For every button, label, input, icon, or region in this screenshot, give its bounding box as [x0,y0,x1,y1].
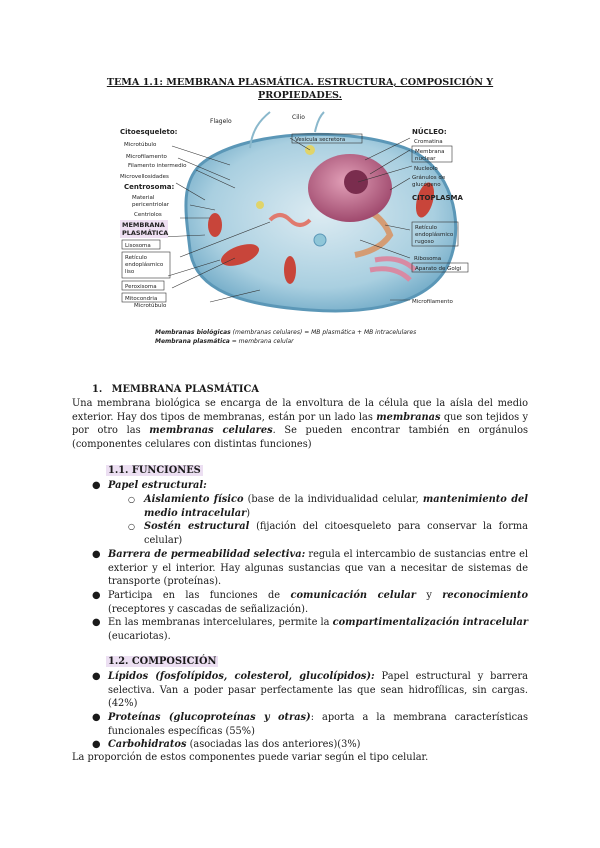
term-membranas-celulares: membranas celulares [149,425,273,437]
list-item: ○ Aislamiento físico (base de la individualidad celular, mantenimiento del medio intracelular) [128,494,528,519]
label-microfilamento: Microfilamento [126,154,167,160]
list-item: ● Participa en las funciones de comunicación celular y reconocimiento (receptores y cascadas de señalización). [92,590,528,615]
list-item: ● Barrera de permeabilidad selectiva: regula el intercambio de sustancias entre el exterior y el interior. Hay algunas sustancias que van a necesitar de sistemas de transporte (proteínas). [92,549,528,588]
list-item: ● Carbohidratos (asociadas las dos anteriores)(3%) [92,739,361,750]
label-filamento-intermedio: Filamento intermedio [128,163,187,169]
label-membrana-1: MEMBRANA [122,221,165,229]
label-reticulo-rugoso-2: endoplásmico [415,232,454,238]
label-material-1: Material [132,195,155,201]
label-microfilamento-bottom: Microfilamento [412,299,453,305]
label-reticulo-liso-2: endoplásmico [125,262,164,268]
section-1-heading [92,384,259,395]
functions-heading: 1.1. FUNCIONES [108,465,201,476]
label-granulos-2: glucógeno [412,182,441,188]
label-reticulo-liso-1: Retículo [125,255,148,261]
label-microvellosidades: Microvellosidades [120,174,169,180]
label-nucleo: NÚCLEO: [412,128,447,136]
label-reticulo-liso-3: liso [125,269,135,275]
page-title: TEMA 1.1: MEMBRANA PLASMÁTICA. ESTRUCTURA, COMPOSICIÓN Y PROPIEDADES. [106,77,494,101]
label-cilio: Cilio [292,114,305,121]
label-lisosoma: Lisosoma [125,243,151,249]
list-item: ● Papel estructural: [92,480,207,491]
label-centriolos: Centriolos [134,212,162,218]
list-item: ● En las membranas intercelulares, permite la compartimentalización intracelular (eucariotas). [92,617,528,642]
section-1-number: 1. [92,384,103,395]
caption-1-rest: (membranas celulares) = MB plasmática + MB intracelulares [230,329,417,336]
list-item: ● Proteínas (glucoproteínas y otras): aporta a la membrana características funcionales específicas (55%) [92,712,528,737]
label-reticulo-rugoso-3: rugoso [415,239,434,245]
label-flagelo: Flagelo [210,118,232,125]
label-membrana-2: PLASMÁTICA [122,229,169,237]
label-mitocondria: Mitocondria [125,296,158,302]
label-membrana-nuclear-1: Membrana [415,149,445,155]
label-material-2: pericentriolar [132,202,170,208]
cell-diagram [120,110,500,350]
section-1-title: MEMBRANA PLASMÁTICA [111,384,259,395]
label-peroxisoma: Peroxisoma [125,284,157,290]
caption-2-bold: Membrana plasmática [155,338,230,345]
label-reticulo-rugoso-1: Retículo [415,225,438,231]
list-item: ○ Sostén estructural (fijación del citoesqueleto para conservar la forma celular) [128,521,529,546]
label-membrana-nuclear-2: nuclear [415,156,436,162]
label-nucleolo: Nucleolo [414,166,438,172]
label-granulos-1: Gránulos de [412,175,446,181]
svg-text:Membrana plasmática = membrana [155,338,294,345]
label-citoplasma: CITOPLASMA [412,194,463,202]
section-1-paragraph: Una membrana biológica se encarga de la envoltura de la célula que la aísla del medio exterior. Hay dos tipos de membranas, están por un lado las membranas que son tejidos y por otro las membranas celulares. Se pueden encontrar también en orgánulos (componentes celulares con distintas funciones) [72,398,528,450]
svg-text:Membranas biológicas (membrana [155,329,416,336]
label-ribosoma: Ribosoma [414,256,442,262]
label-microtubulo-bottom: Microtúbulo [134,303,167,309]
label-centrosoma: Centrosoma: [124,183,175,191]
composition-heading: 1.2. COMPOSICIÓN [108,656,217,667]
label-microtubulo: Microtúbulo [124,142,157,148]
term-membranas: membranas [376,411,441,423]
label-citoesqueleto: Citoesqueleto: [120,128,178,136]
caption-2-rest: = membrana celular [229,338,294,345]
list-item: ● Lípidos (fosfolípidos, colesterol, glucolípidos): Papel estructural y barrera selectiva. Van a poder pasar perfectamente las que sean hidrofílicas, sin cargas. (42%) [92,671,528,710]
caption-1-bold: Membranas biológicas [155,329,231,336]
composition-closing: La proporción de estos componentes puede variar según el tipo celular. [72,752,429,763]
label-cromatina: Cromatina [414,139,443,145]
label-vesicula: Vesícula secretora [295,137,346,143]
label-golgi: Aparato de Golgi [415,266,462,272]
